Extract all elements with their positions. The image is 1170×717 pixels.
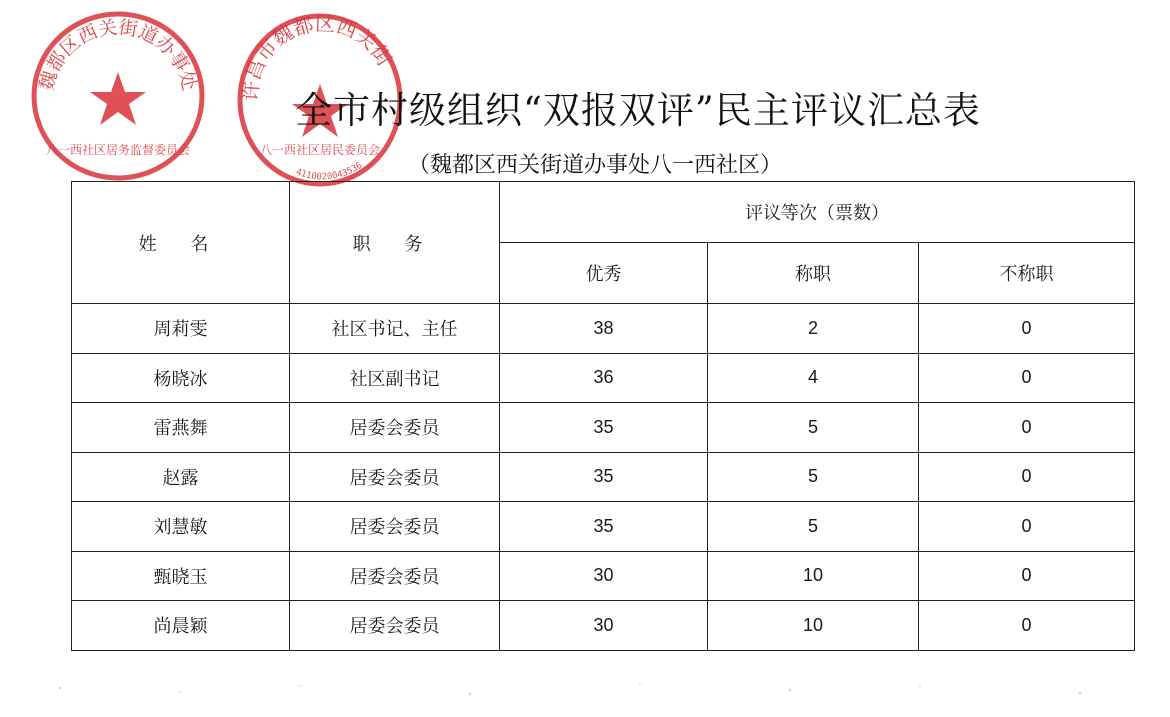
cell-excellent: 30	[500, 601, 708, 651]
cell-competent: 10	[708, 551, 919, 601]
table-row	[72, 304, 1135, 354]
cell-competent: 5	[708, 403, 919, 453]
cell-incompetent: 0	[919, 551, 1135, 601]
header-competent: 称职	[708, 243, 919, 304]
cell-name: 周莉雯	[72, 304, 290, 354]
cell-position: 居委会委员	[290, 502, 500, 552]
page-subtitle: （魏都区西关街道办事处八一西社区）	[408, 153, 783, 178]
evaluation-summary-table	[71, 181, 1135, 651]
svg-text:魏都区西关街道办事处: 魏都区西关街道办事处	[35, 16, 201, 93]
cell-excellent: 35	[500, 502, 708, 552]
cell-position: 居委会委员	[290, 551, 500, 601]
star-icon	[90, 72, 146, 125]
cell-excellent: 35	[500, 452, 708, 502]
svg-text:八一西社区居民委员会: 八一西社区居民委员会	[259, 143, 381, 157]
header-position: 职 务	[290, 182, 500, 304]
cell-position: 居委会委员	[290, 452, 500, 502]
cell-position: 居委会委员	[290, 403, 500, 453]
cell-name: 刘慧敏	[72, 502, 290, 552]
cell-name: 赵露	[72, 452, 290, 502]
cell-name: 杨晓冰	[72, 353, 290, 403]
table-row	[72, 601, 1135, 651]
table-row	[72, 403, 1135, 453]
header-evaluation-group: 评议等次（票数）	[500, 182, 1135, 243]
header-excellent: 优秀	[500, 243, 708, 304]
cell-position: 居委会委员	[290, 601, 500, 651]
cell-incompetent: 0	[919, 601, 1135, 651]
scan-noise	[0, 660, 1170, 710]
cell-incompetent: 0	[919, 502, 1135, 552]
seal-stamp-left	[22, 8, 212, 183]
cell-competent: 2	[708, 304, 919, 354]
cell-competent: 5	[708, 452, 919, 502]
cell-competent: 4	[708, 353, 919, 403]
cell-excellent: 35	[500, 403, 708, 453]
table-row	[72, 551, 1135, 601]
cell-incompetent: 0	[919, 353, 1135, 403]
cell-position: 社区副书记	[290, 353, 500, 403]
cell-position: 社区书记、主任	[290, 304, 500, 354]
page-title: 全市村级组织“双报双评”民主评议汇总表	[295, 89, 981, 132]
cell-excellent: 38	[500, 304, 708, 354]
cell-excellent: 36	[500, 353, 708, 403]
cell-incompetent: 0	[919, 452, 1135, 502]
table-row	[72, 452, 1135, 502]
table-row	[72, 502, 1135, 552]
header-name: 姓 名	[72, 182, 290, 304]
cell-incompetent: 0	[919, 403, 1135, 453]
cell-competent: 10	[708, 601, 919, 651]
svg-text:许昌市魏都区西关街: 许昌市魏都区西关街	[238, 11, 397, 102]
cell-name: 尚晨颖	[72, 601, 290, 651]
table-row	[72, 353, 1135, 403]
cell-incompetent: 0	[919, 304, 1135, 354]
svg-text:八一西社区居务监督委员会: 八一西社区居务监督委员会	[45, 143, 191, 157]
cell-name: 甄晓玉	[72, 551, 290, 601]
header-incompetent: 不称职	[919, 243, 1135, 304]
cell-excellent: 30	[500, 551, 708, 601]
cell-competent: 5	[708, 502, 919, 552]
cell-name: 雷燕舞	[72, 403, 290, 453]
svg-text:4110020043536: 4110020043536	[294, 160, 365, 183]
